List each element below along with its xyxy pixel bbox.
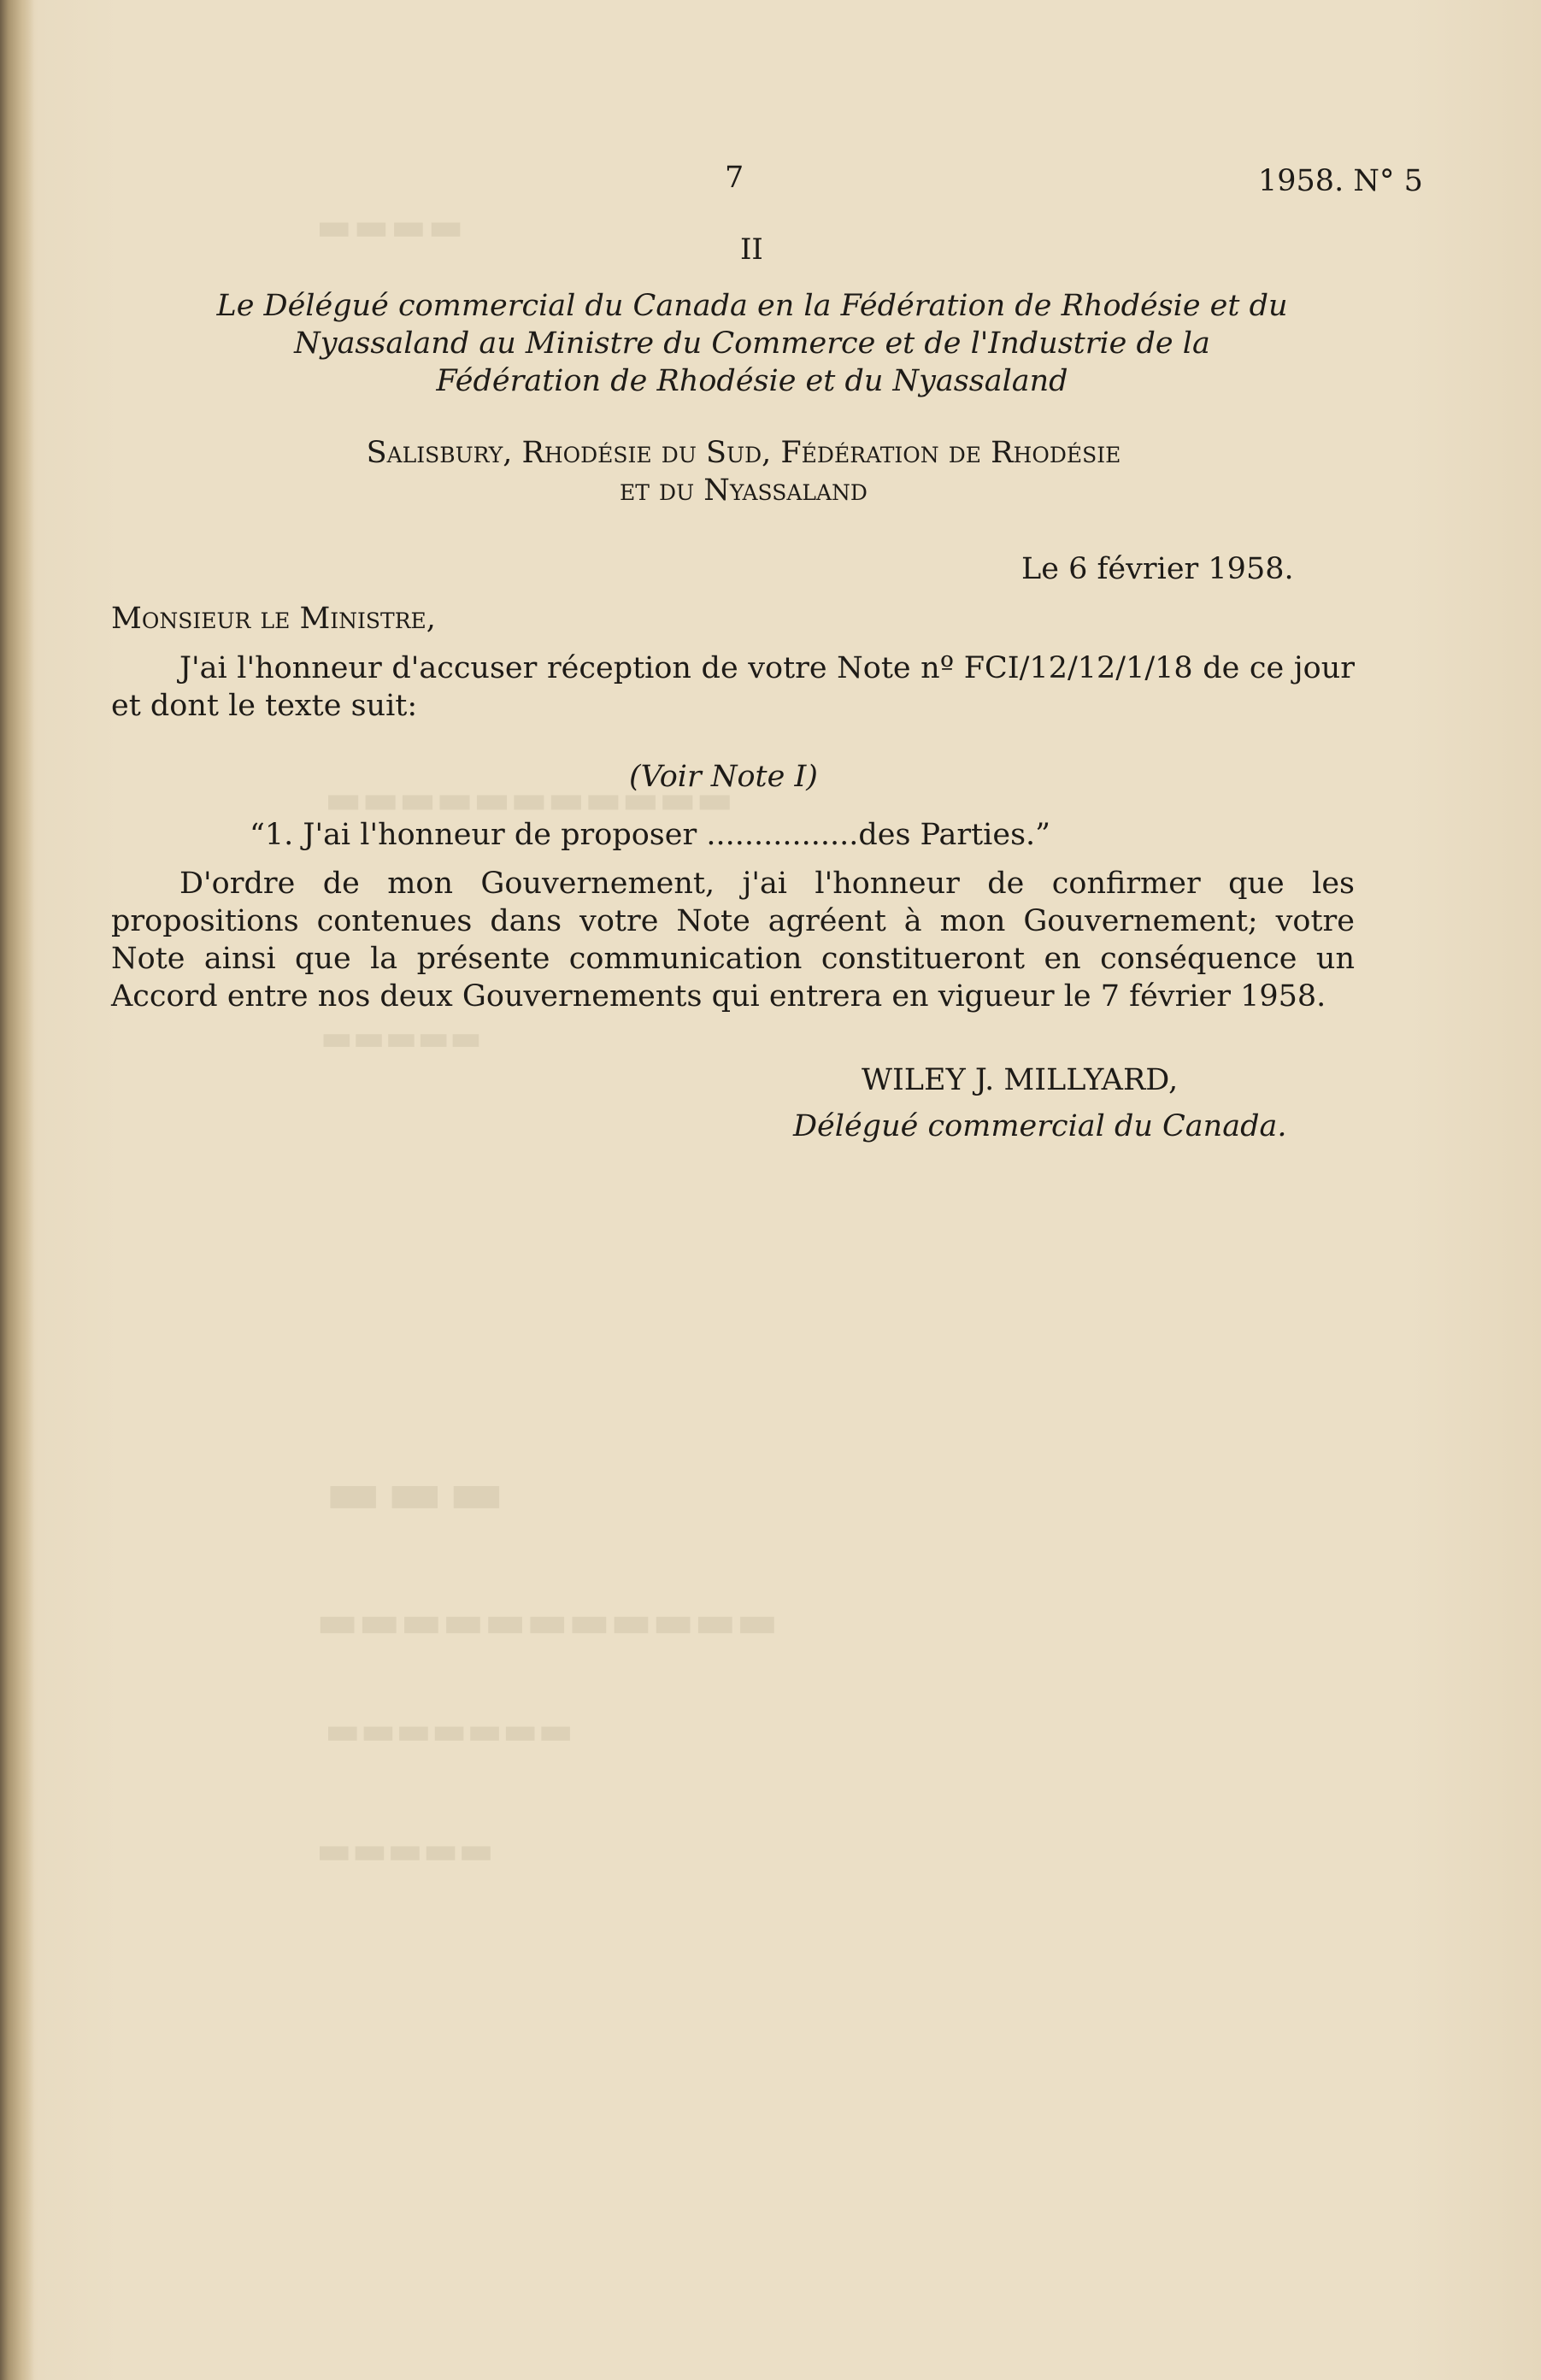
body-paragraph-1: J'ai l'honneur d'accuser réception de votre Note nº FCI/12/12/1/18 de ce jour et dont le texte suit: — [111, 651, 1355, 723]
heading-line: Fédération de Rhodésie et du Nyassaland — [436, 364, 1068, 398]
document-reference: 1958. N° 5 — [1258, 164, 1423, 198]
place-line-2: et du Nyassaland — [620, 473, 868, 508]
place-line — [188, 434, 1299, 509]
letter-heading — [128, 287, 1376, 400]
show-through-mark: ▬▬▬▬▬▬▬▬▬▬▬ — [325, 776, 734, 822]
show-through-mark: ▬▬▬▬▬▬▬▬▬▬▬ — [316, 1596, 779, 1648]
place-line-1: Salisbury, Rhodésie du Sud, Fédération de Rhodésie — [366, 436, 1121, 470]
heading-line: Le Délégué commercial du Canada en la Fédération de Rhodésie et du — [216, 289, 1288, 323]
show-through-mark: ▬▬▬▬ — [316, 205, 466, 249]
quoted-text: “1. J'ai l'honneur de proposer ................des Parties.” — [250, 818, 1051, 852]
signature-title: Délégué commercial du Canada. — [793, 1109, 1287, 1143]
page-number: 7 — [725, 161, 744, 195]
body-paragraph-2: D'ordre de mon Gouvernement, j'ai l'honneur de confirmer que les propositions contenues dans votre Note agréent à mon Gouvernement; votre Note ainsi que la présente communication constitueront en conséquence un Accord entre nos deux Gouvernements qui entrera en vigueur le 7 février 1958. — [111, 867, 1355, 1014]
show-through-mark: ▬▬▬▬▬▬▬ — [325, 1709, 574, 1753]
see-note-reference: (Voir Note I) — [629, 760, 818, 794]
letter-date: Le 6 février 1958. — [1021, 552, 1294, 586]
binding-shadow — [0, 0, 34, 2380]
signature-name: WILEY J. MILLYARD, — [862, 1063, 1179, 1097]
show-through-mark: ▬▬▬ — [325, 1457, 510, 1527]
show-through-mark: ▬▬▬▬▬ — [316, 1829, 494, 1872]
show-through-mark: ▬▬▬▬▬ — [321, 1019, 482, 1058]
salutation: Monsieur le Ministre, — [111, 602, 436, 636]
heading-line: Nyassaland au Ministre du Commerce et de l'Industrie de la — [294, 326, 1210, 361]
section-number: II — [740, 232, 763, 267]
